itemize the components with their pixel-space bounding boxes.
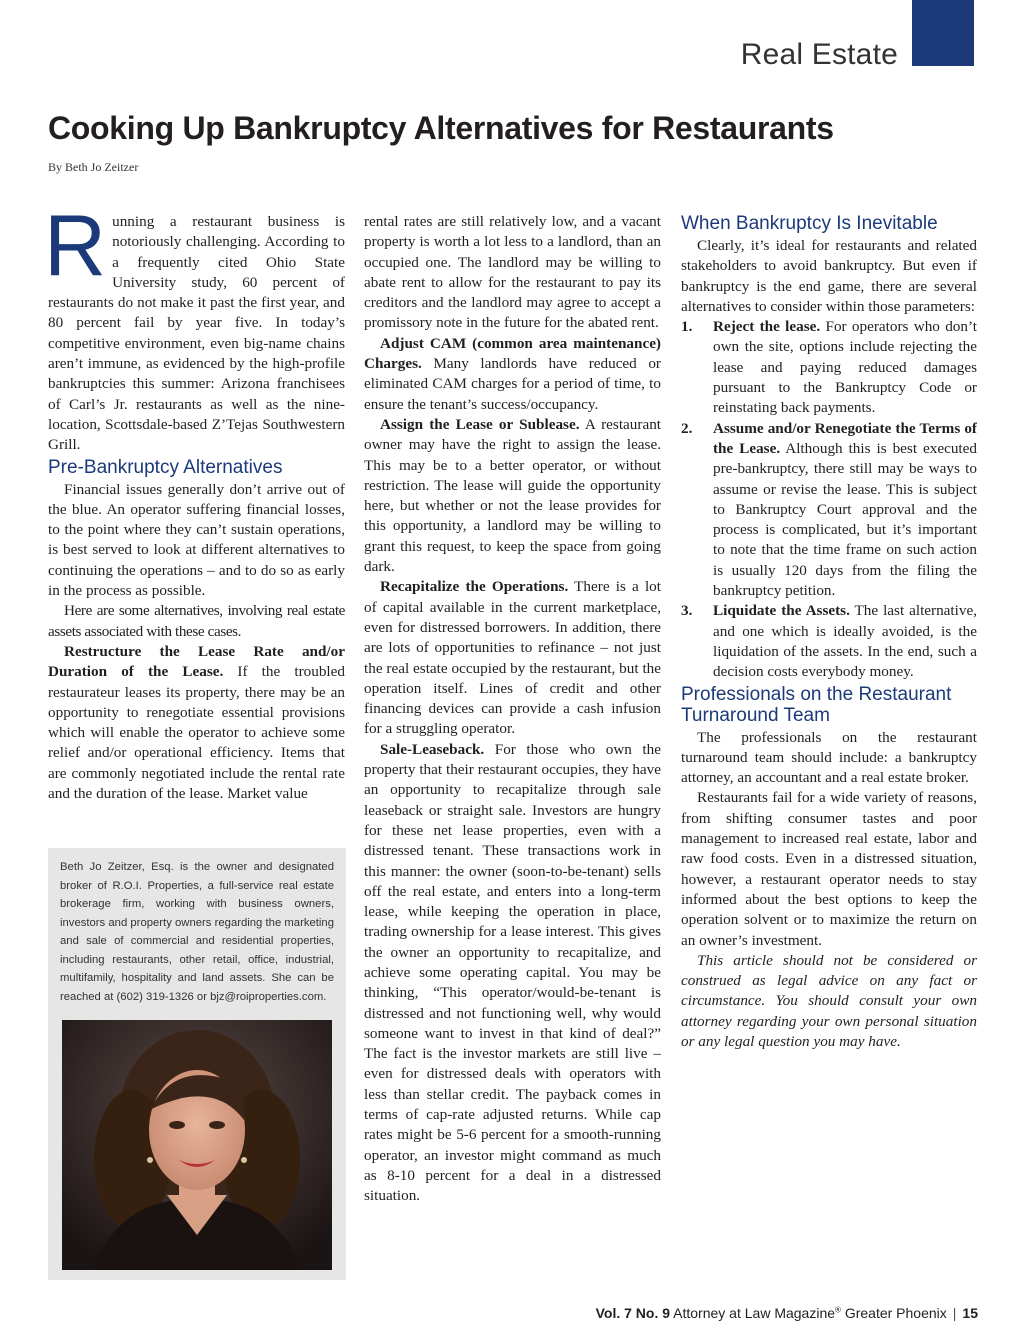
page-number: 15 <box>962 1305 978 1321</box>
disclaimer: This article should not be considered or construed as legal advice on any fact or circumstance. You should consult your own attorney regarding your own personal situation or any legal question you may have. <box>681 951 977 1050</box>
paragraph: Clearly, it’s ideal for restaurants and related stakeholders to avoid bankruptcy. But even if bankruptcy is the end game, there are several alternatives to consider within those parameters: <box>681 237 977 315</box>
bankruptcy-options-list <box>681 317 977 682</box>
column-3 <box>681 212 977 1052</box>
paragraph-continued: rental rates are still relatively low, and a vacant property is worth a lot less to a landlord, than an occupied one. The landlord may be willing to abate rent to allow for the restaurant to pay its creditors and the landlord may agree to accept a promissory note in the future for the abated rent. <box>364 213 661 332</box>
intro-paragraph: Running a restaurant business is notoriously challenging. According to a frequently cited Ohio State University study, 60 percent of restaurants do not make it past the first year, and 80 percent fail by year five. In today’s competitive environment, even big-name chains aren’t immune, as evidenced by the high-profile bankruptcies this summer: Arizona franchisees of Carl’s Jr. restaurants as well as the nine-location, Scottsdale-based Z’Tejas Southwestern Grill. <box>44 198 345 454</box>
volume-issue: Vol. 7 No. 9 <box>595 1305 671 1321</box>
list-item: 3. Liquidate the Assets. The last alternative, and one which is ideally avoided, is the liquidation of the assets. In the end, such a decision costs everybody money. <box>681 602 977 681</box>
page-footer <box>596 1305 978 1321</box>
edition: Greater Phoenix <box>844 1305 947 1321</box>
paragraph-sale-leaseback: Sale-Leaseback. For those who own the property that their restaurant occupies, they have an opportunity to recapitalize through sale leaseback or straight sale. Investors are hungry for these net lease properties, even with a distressed tenant. These transactions work in this manner: the owner (soon-to-be-tenant) sells off the real estate, and enters into a long-term lease, while keeping the operation in place, trading ownership for a lease interest. This gives the owner an opportunity to recapitalize, and achieve some operating capital. You may be thinking, “This operator/would-be-tenant is distressed and not functioning well, why would someone want to invest in that kind of deal?” The fact is the investor markets are still live – even for distressed deals with operators with less than stellar credit. The payback comes in terms of cap-rate adjusted returns. While cap rates might be 5-6 percent for a smooth-running operator, an investor might command as much as 8-10 percent for a deal in a distressed situation. <box>364 740 661 1205</box>
section-label: Real Estate <box>740 38 898 71</box>
subhead-professionals: Professionals on the Restaurant Turnaround Team <box>681 683 952 726</box>
paragraph-assign: Assign the Lease or Sublease. A restaurant owner may have the right to assign the lease. This may be to a better operator, or without restriction. The lease will guide the opportunity here, but whether or not the lease provides for this opportunity, a landlord may be willing to grant this request, to keep the space from going dark. <box>364 415 662 576</box>
paragraph-recapitalize: Recapitalize the Operations. There is a lot of capital available in the current marketplace, even for distressed borrowers. In addition, there are lots of opportunities to refinance – not just the real estate occupied by the restaurant, but the operation itself. Lines of credit and other financing devices can provide a cash infusion for a struggling operator. <box>364 578 661 738</box>
column-2 <box>364 212 661 1207</box>
paragraph: Financial issues generally don’t arrive out of the blue. An operator suffering financial losses, to the point where they can’t sustain operations, is best served to look at different alternatives to continuing the operations – and to do so as early in the process as possible. <box>48 480 345 600</box>
registered-mark: ® <box>835 1305 841 1315</box>
byline: By Beth Jo Zeitzer <box>48 160 139 174</box>
subhead-pre-bankruptcy: Pre-Bankruptcy Alternatives <box>48 456 283 478</box>
paragraph-restructure: Restructure the Lease Rate and/or Duration of the Lease. If the troubled restaurateur leases its property, there may be an opportunity to renegotiate essential provisions which will enable the operator to achieve some relief and/or operational efficiency. Items that are commonly negotiated include the rental rate and the duration of the lease. Market value <box>48 642 345 803</box>
footer-separator: | <box>952 1305 957 1321</box>
article-title: Cooking Up Bankruptcy Alternatives for Restaurants <box>48 110 834 146</box>
paragraph-cam: Adjust CAM (common area maintenance) Charges. Many landlords have reduced or eliminated CAM charges for a period of time, to ensure the tenant’s success/occupancy. <box>364 334 661 413</box>
section-color-block <box>912 0 974 66</box>
author-portrait-image <box>62 1020 332 1270</box>
paragraph: Restaurants fail for a wide variety of reasons, from shifting consumer tastes and poor management to increased real estate, labor and raw food costs. Even in a distressed situation, however, a restaurant operator needs to stay informed about the best options to keep the operation solvent or to maximize the return on an owner’s investment. <box>681 789 977 949</box>
subhead-inevitable: When Bankruptcy Is Inevitable <box>681 213 938 234</box>
drop-cap: R <box>44 198 107 294</box>
paragraph: The professionals on the restaurant turnaround team should include: a bankruptcy attorney, an accountant and a real estate broker. <box>681 728 977 787</box>
list-item: 1. Reject the lease. For operators who don’t own the site, options include rejecting the lease and paying reduced damages pursuant to the Bankruptcy Code or reinstating back payments. <box>681 318 977 417</box>
author-bio-text: Beth Jo Zeitzer, Esq. is the owner and designated broker of R.O.I. Properties, a full-service real estate brokerage firm, working with business owners, investors and property owners regarding the marketing and sale of commercial and residential properties, including restaurants, other retail, office, industrial, multifamily, hospitality and land assets. She can be reached at (602) 319-1326 or bjz@roiproperties.com. <box>60 861 334 1003</box>
author-photo <box>62 1020 332 1270</box>
paragraph: Here are some alternatives, involving real estate assets associated with these cases. <box>48 602 345 640</box>
magazine-name: Attorney at Law Magazine <box>673 1305 836 1321</box>
column-1 <box>44 198 345 804</box>
list-item: 2. Assume and/or Renegotiate the Terms of the Lease. Although this is best executed pre-bankruptcy, there still may be ways to assume or revise the lease. This is subject to Bankruptcy Court approval and the process is complicated, but it’s important to note that the time frame on such action is usually 120 days from the filing the bankruptcy petition. <box>681 419 977 600</box>
author-bio-box <box>48 848 346 1280</box>
